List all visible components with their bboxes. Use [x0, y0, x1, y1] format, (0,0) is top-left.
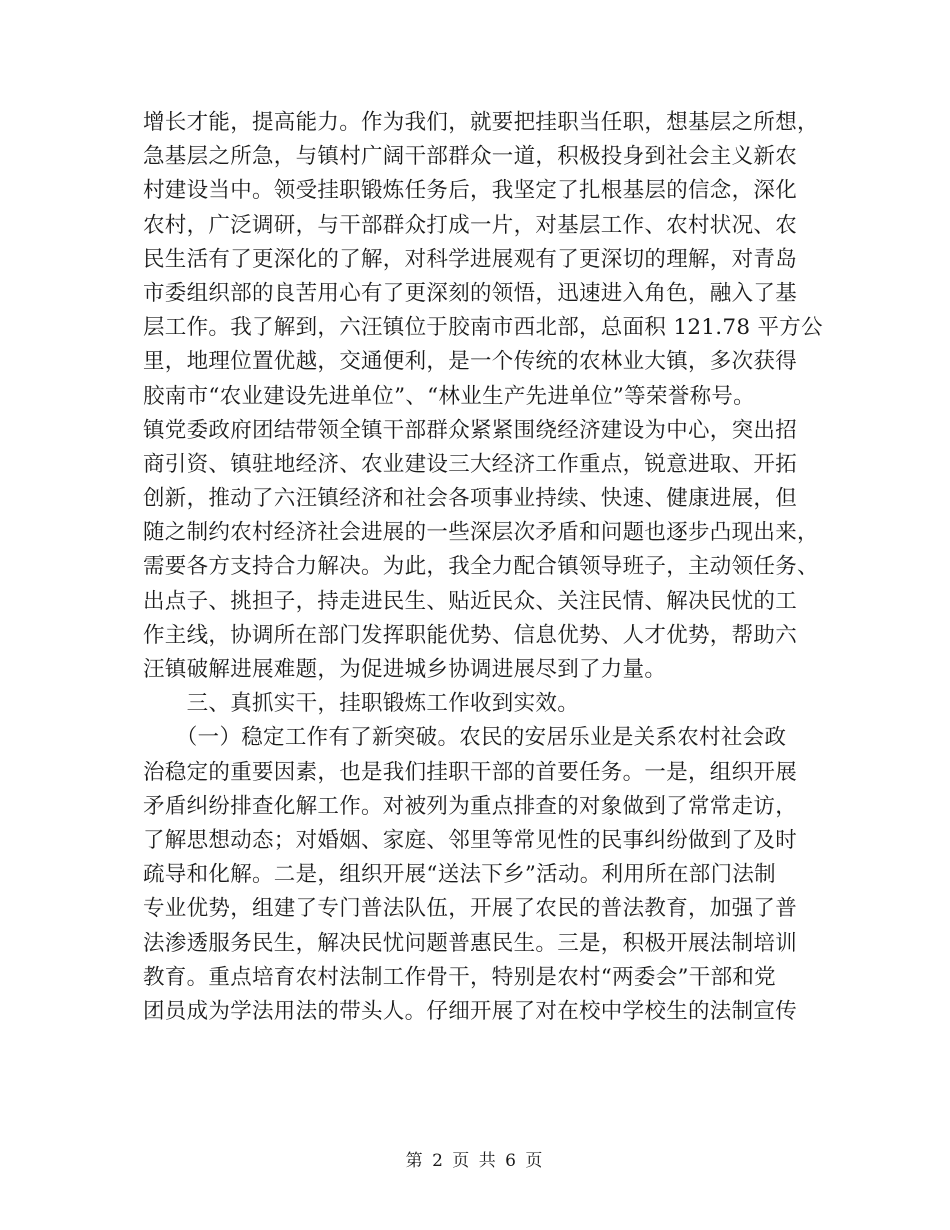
document-body	[143, 106, 823, 1029]
body-line-7: 层工作。我了解到，六汪镇位于胶南市西北部，总面积 121.78 平方公	[143, 315, 823, 341]
section-heading-3: 三、真抓实干，挂职锻炼工作收到实效。	[143, 691, 580, 717]
body-line-8: 里，地理位置优越，交通便利，是一个传统的农林业大镇，多次获得	[143, 349, 798, 375]
body-line-13: 随之制约农村经济社会进展的一些深层次矛盾和问题也逐步凸现出来，	[143, 520, 819, 546]
body-line-14: 需要各方支持合力解决。为此，我全力配合镇领导班子，主动领任务、	[143, 554, 819, 580]
body-line-17: 汪镇破解进展难题，为促进城乡协调进展尽到了力量。	[143, 657, 667, 682]
body-line-2: 急基层之所急，与镇村广阔干部群众一道，积极投身到社会主义新农	[143, 144, 798, 170]
body-line-21: 矛盾纠纷排查化解工作。对被列为重点排查的对象做到了常常走访，	[143, 793, 798, 819]
body-line-20: 治稳定的重要因素，也是我们挂职干部的首要任务。一是，组织开展	[143, 759, 798, 785]
body-line-9: 胶南市“农业建设先进单位”、“林业生产先进单位”等荣誉称号。	[143, 383, 755, 409]
body-line-11: 商引资、镇驻地经济、农业建设三大经济工作重点，锐意进取、开拓	[143, 451, 798, 477]
body-line-1: 增长才能，提高能力。作为我们，就要把挂职当任职，想基层之所想，	[143, 110, 819, 135]
body-line-10: 镇党委政府团结带领全镇干部群众紧紧围绕经济建设为中心，突出招	[143, 417, 798, 443]
body-line-3: 村建设当中。领受挂职锻炼任务后，我坚定了扎根基层的信念，深化	[143, 178, 798, 204]
page-number-footer: 第 2 页 共 6 页	[405, 1151, 545, 1171]
body-line-26: 教育。重点培育农村法制工作骨干，特别是农村“两委会”干部和党	[143, 964, 776, 990]
body-line-19: （一）稳定工作有了新突破。农民的安居乐业是关系农村社会政	[143, 725, 787, 751]
body-line-22: 了解思想动态；对婚姻、家庭、邻里等常见性的民事纠纷做到了及时	[143, 827, 798, 853]
body-line-4: 农村，广泛调研，与干部群众打成一片，对基层工作、农村状况、农	[143, 212, 798, 238]
body-line-12: 创新，推动了六汪镇经济和社会各项事业持续、快速、健康进展，但	[143, 486, 798, 512]
body-line-25: 法渗透服务民生，解决民忧问题普惠民生。三是，积极开展法制培训	[143, 930, 798, 956]
body-line-16: 作主线，协调所在部门发挥职能优势、信息优势、人才优势，帮助六	[143, 622, 798, 648]
body-line-24: 专业优势，组建了专门普法队伍，开展了农民的普法教育，加强了普	[143, 896, 798, 922]
body-line-6: 市委组织部的良苦用心有了更深刻的领悟，迅速进入角色，融入了基	[143, 280, 798, 306]
body-line-15: 出点子、挑担子，持走进民生、贴近民众、关注民情、解决民忧的工	[143, 588, 798, 614]
body-line-5: 民生活有了更深化的了解，对科学进展观有了更深切的理解，对青岛	[143, 246, 798, 272]
body-line-27: 团员成为学法用法的带头人。仔细开展了对在校中学校生的法制宣传	[143, 998, 798, 1024]
body-line-23: 疏导和化解。二是，组织开展“送法下乡”活动。利用所在部门法制	[143, 862, 776, 888]
